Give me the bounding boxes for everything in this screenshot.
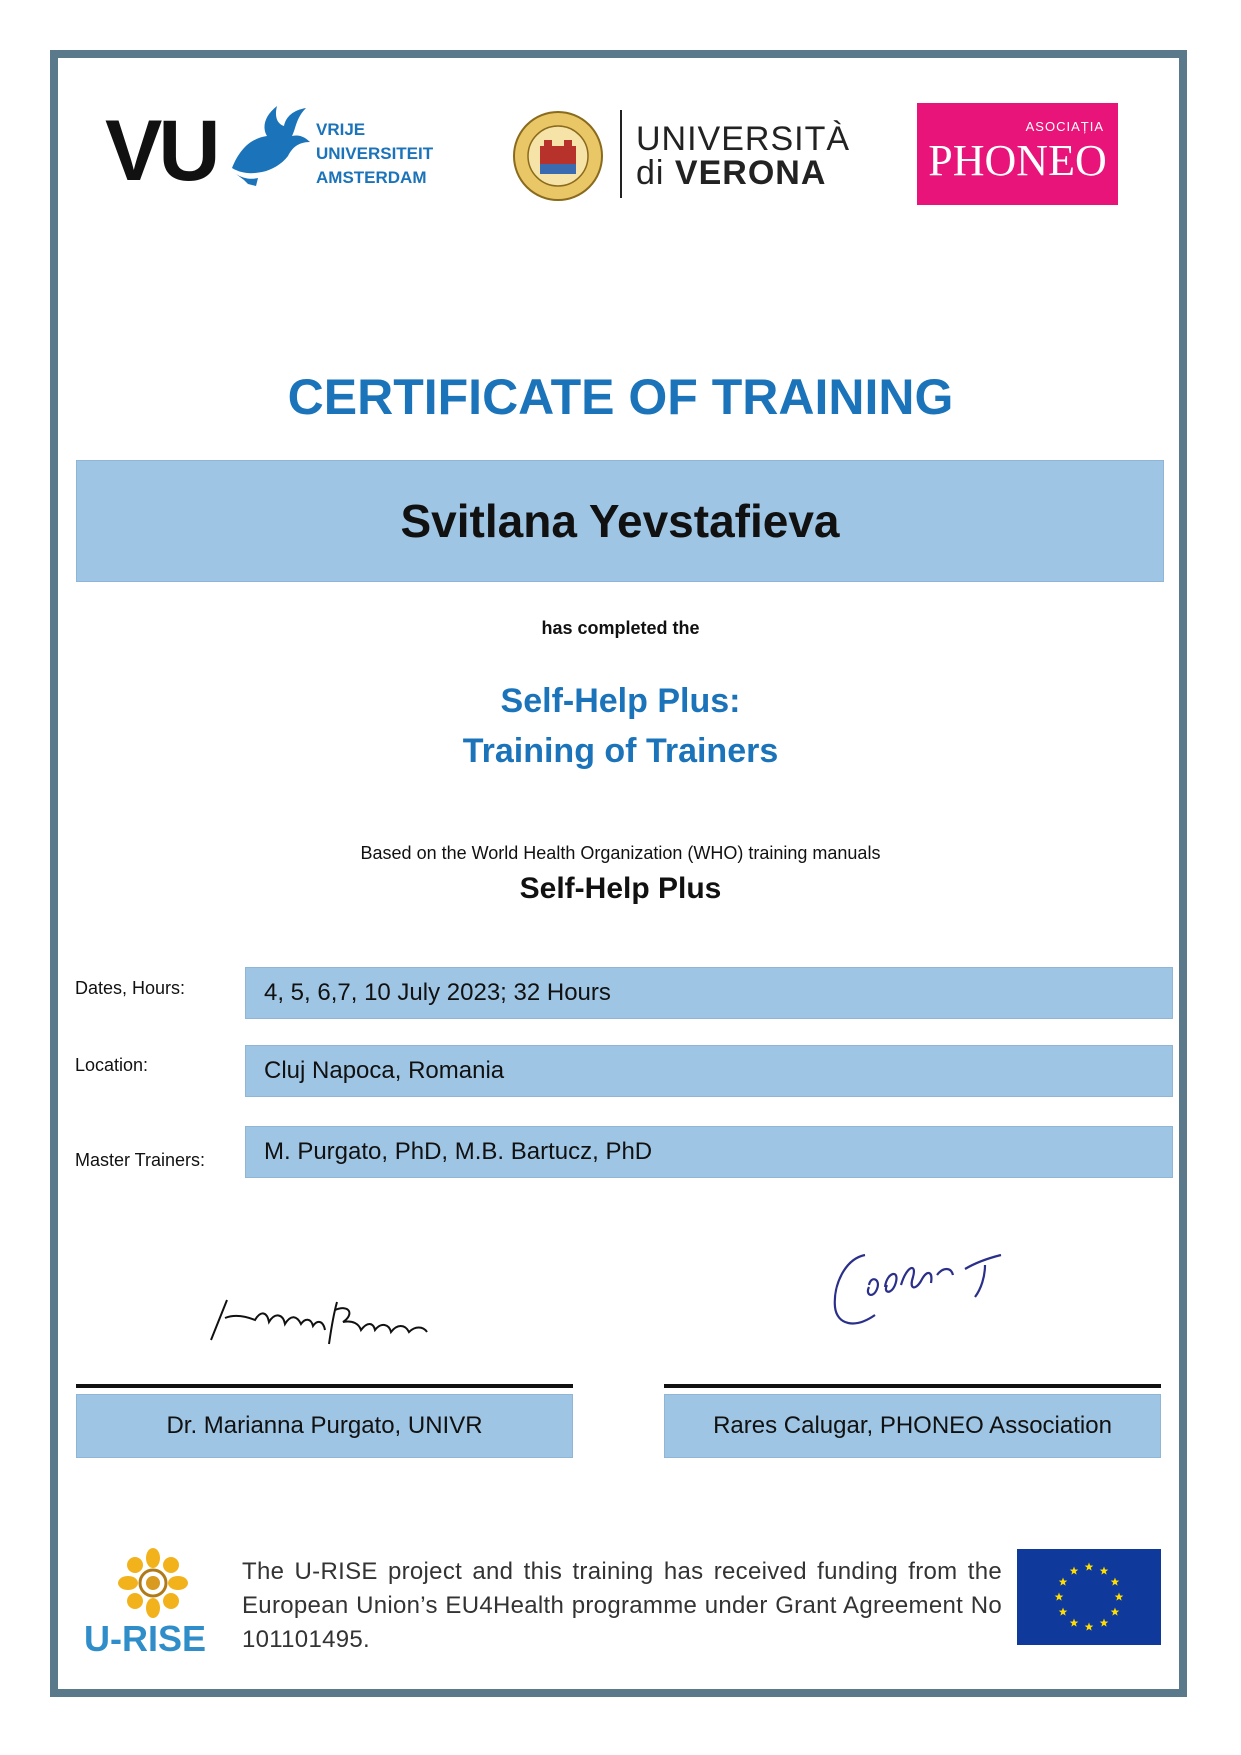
eu-flag-icon (1017, 1549, 1161, 1645)
phoneo-logo (917, 103, 1118, 205)
left-signatory-box (76, 1394, 573, 1458)
vu-griffin-icon (222, 98, 312, 188)
verona-line1: UNIVERSITÀ (636, 120, 851, 158)
manual-title: Self-Help Plus (519, 872, 722, 905)
verona-di: di (636, 154, 675, 192)
completed-text: has completed the (541, 618, 700, 638)
vu-line: AMSTERDAM (316, 168, 427, 187)
left-signature-line (76, 1384, 573, 1388)
phoneo-small-text: ASOCIAȚIA (1025, 119, 1104, 134)
vu-line: VRIJE (316, 120, 366, 139)
course-line2: Training of Trainers (462, 732, 779, 770)
verona-line2 (636, 156, 850, 190)
location-value-box (245, 1045, 1173, 1097)
verona-divider (620, 110, 622, 198)
right-signatory-box (664, 1394, 1161, 1458)
urise-sunflower-icon (118, 1548, 188, 1618)
left-signatory-name: Dr. Marianna Purgato, UNIVR (166, 1412, 483, 1439)
dates-value: 4, 5, 6,7, 10 July 2023; 32 Hours (264, 979, 611, 1006)
right-signature-line (664, 1384, 1161, 1388)
dates-value-box (245, 967, 1173, 1019)
funding-statement: The U-RISE project and this training has received funding from the European Union’s EU4Health programme under Grant Agreement No 101101495. (242, 1558, 1002, 1653)
verona-seal-icon (512, 110, 604, 202)
location-label: Location: (75, 1055, 149, 1075)
course-line1: Self-Help Plus: (500, 682, 741, 720)
vu-logo-mark: VU (105, 103, 217, 199)
dates-label: Dates, Hours: (75, 978, 186, 998)
recipient-band (76, 460, 1164, 582)
left-signature (205, 1290, 435, 1350)
urise-logo-text: U-RISE (84, 1618, 207, 1659)
trainers-value-box (245, 1126, 1173, 1178)
right-signatory-name: Rares Calugar, PHONEO Association (713, 1412, 1112, 1439)
based-on-text: Based on the World Health Organization (WHO) training manuals (360, 843, 881, 863)
trainers-value: M. Purgato, PhD, M.B. Bartucz, PhD (264, 1138, 653, 1165)
location-value: Cluj Napoca, Romania (264, 1057, 505, 1084)
vu-line: UNIVERSITEIT (316, 144, 434, 163)
verona-bold: VERONA (674, 154, 827, 192)
recipient-name: Svitlana Yevstafieva (400, 495, 840, 547)
right-signature (825, 1245, 1015, 1335)
verona-logo-text (636, 122, 850, 190)
phoneo-name: PHONEO (928, 136, 1107, 185)
trainers-label: Master Trainers: (75, 1150, 206, 1170)
course-title (0, 676, 1241, 776)
vu-logo-text (316, 118, 433, 190)
certificate-title: CERTIFICATE OF TRAINING (287, 369, 954, 425)
